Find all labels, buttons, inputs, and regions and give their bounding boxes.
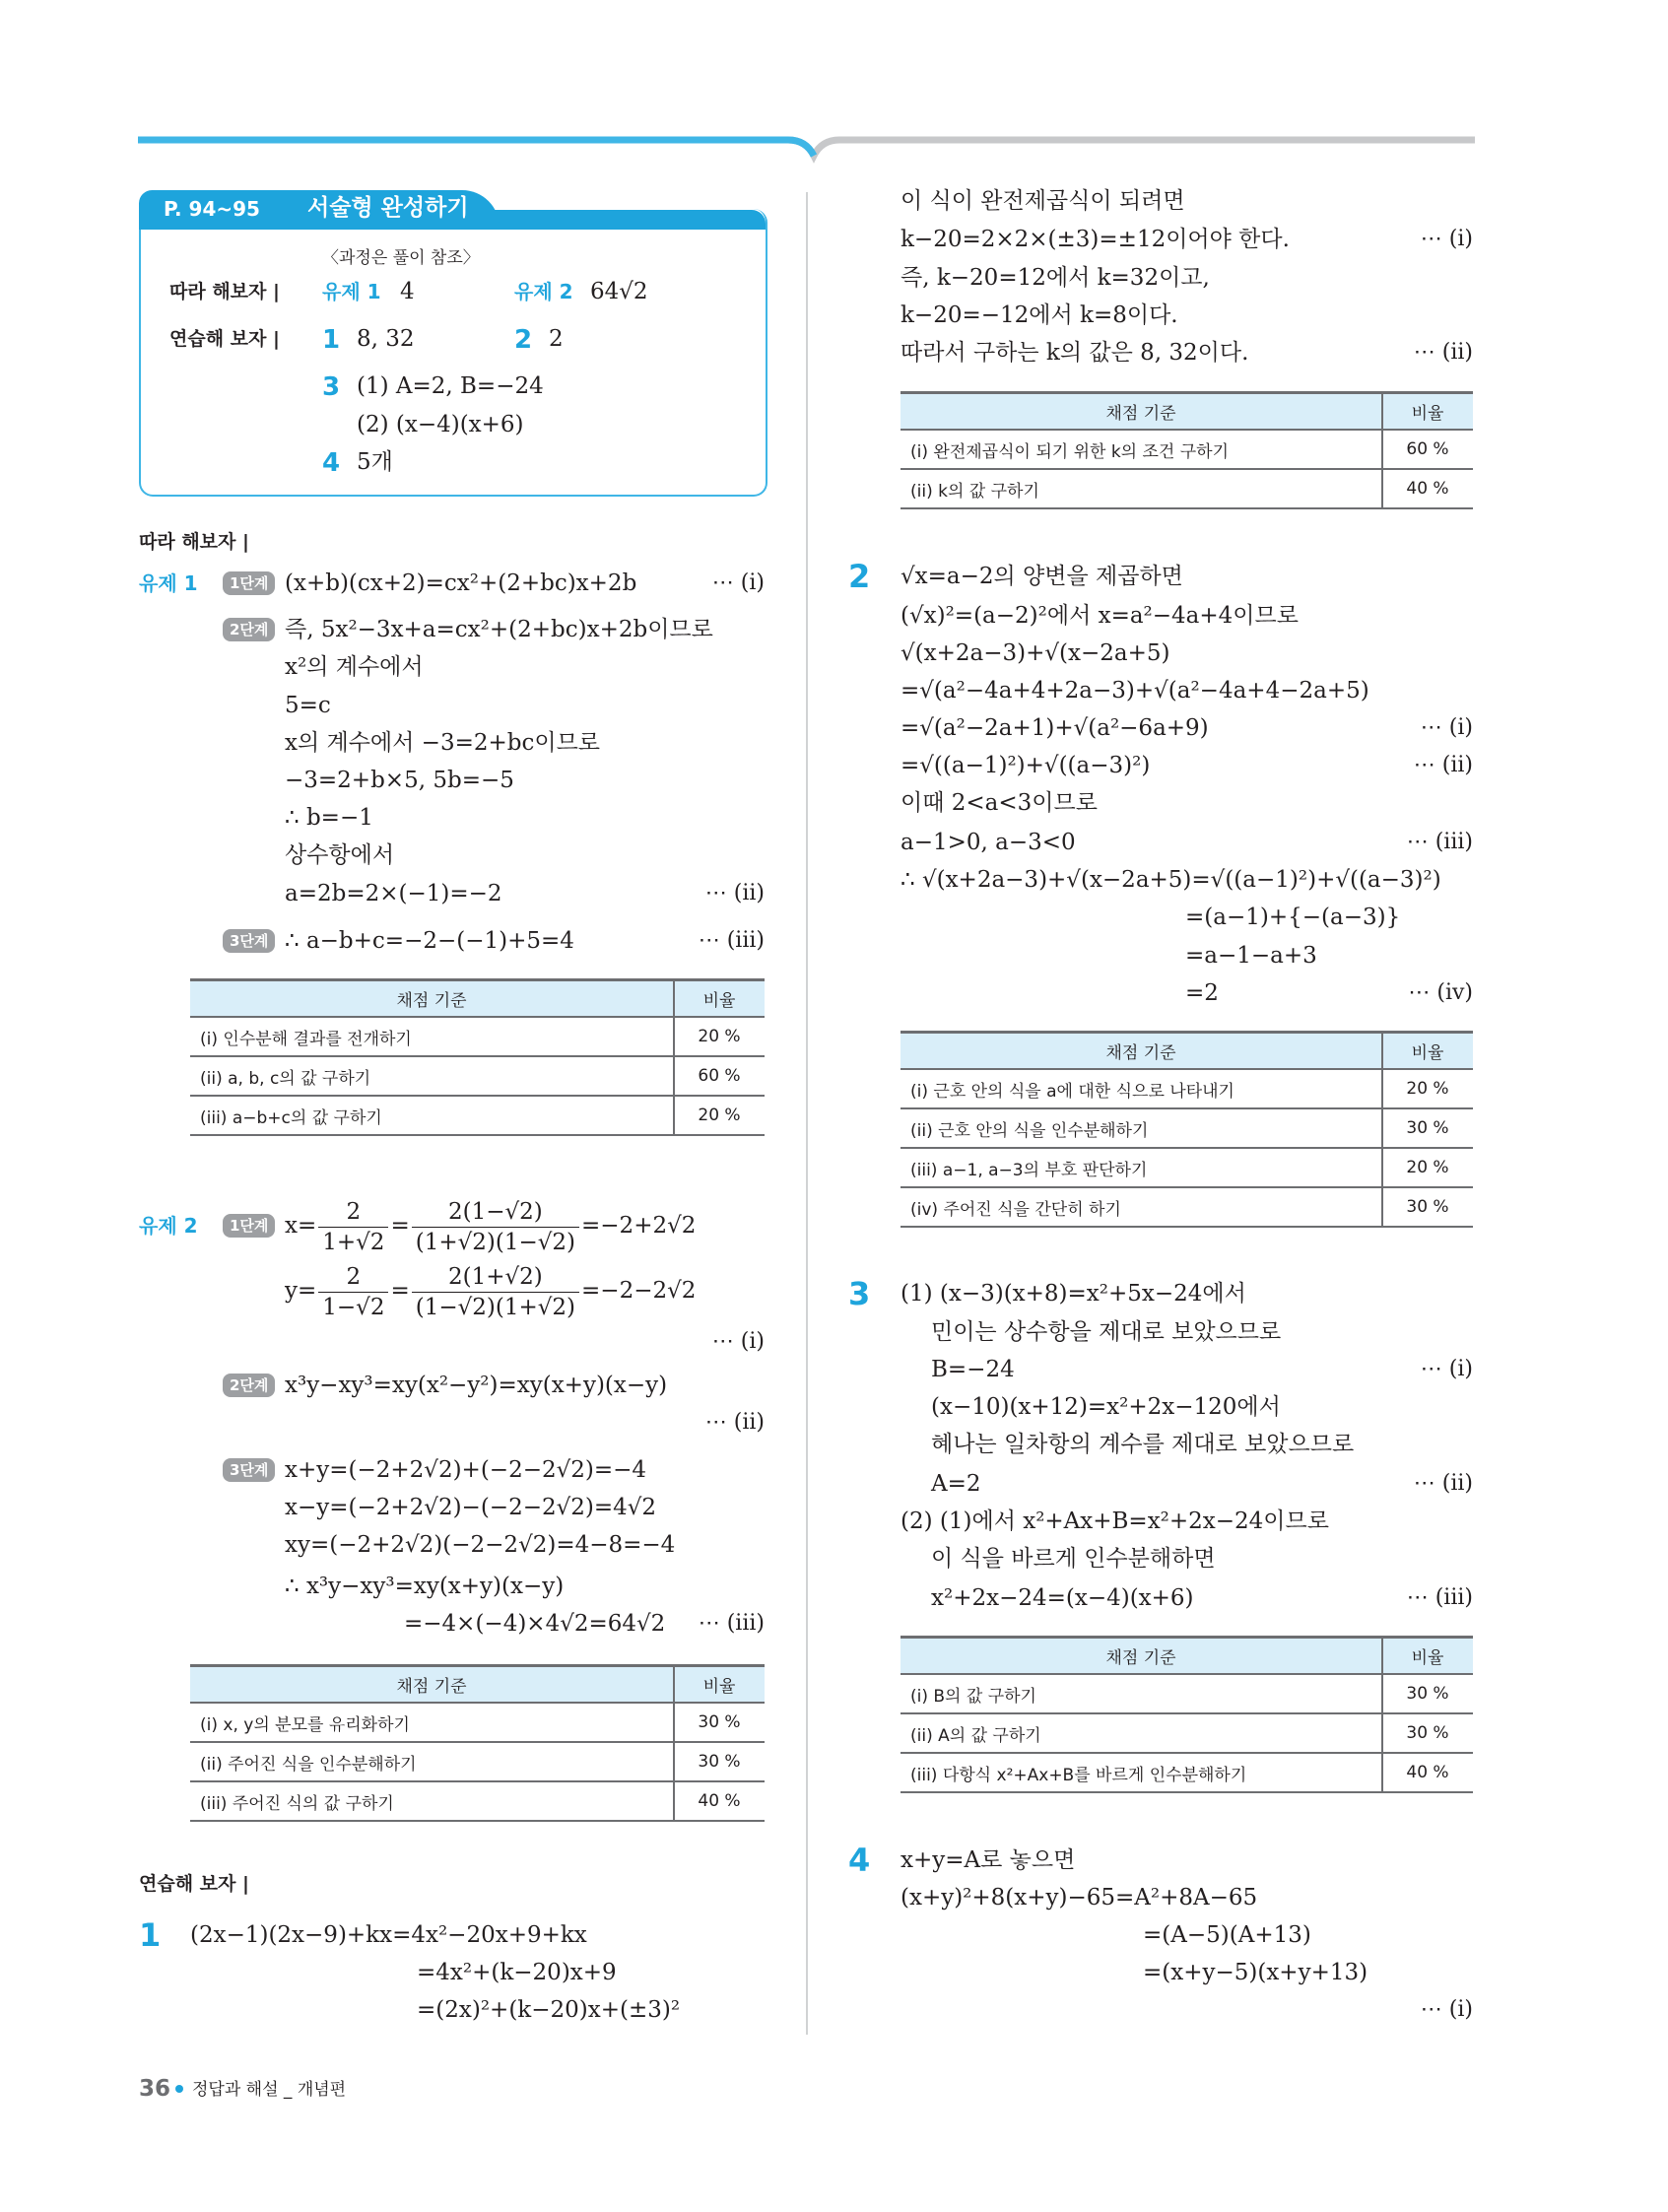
- ratio-cell: 20 %: [1382, 1148, 1473, 1187]
- table-row: [901, 1753, 1473, 1792]
- ex2-line: x³y−xy³=xy(x²−y²)=xy(x+y)(x−y): [285, 1373, 668, 1398]
- table-header-ratio: 비율: [674, 1666, 765, 1704]
- p4-mark: ⋯ (i): [1420, 1997, 1473, 2022]
- criteria-cell: (i) x, y의 분모를 유리화하기: [190, 1703, 674, 1742]
- p2-line: √x=a−2의 양변을 제곱하면: [901, 564, 1183, 589]
- ex1-line: 5=c: [285, 693, 331, 718]
- eq-rhs: =−2+2√2: [581, 1213, 697, 1239]
- ratio-cell: 60 %: [1382, 430, 1473, 469]
- table-row: [901, 1108, 1473, 1148]
- answer-p1-value: 8, 32: [357, 326, 415, 352]
- ex2-step1-badge: 1단계: [223, 1214, 275, 1238]
- answer-p3-number: 3: [322, 372, 341, 402]
- p4-line: (x+y)²+8(x+y)−65=A²+8A−65: [901, 1885, 1258, 1910]
- p1-cont-mark: ⋯ (i): [1420, 227, 1473, 251]
- ratio-cell: 30 %: [1382, 1187, 1473, 1227]
- ex2-line: x−y=(−2+2√2)−(−2−2√2)=4√2: [285, 1495, 657, 1520]
- table-row: [901, 469, 1473, 508]
- answer-ex1-label: 유제 1: [322, 280, 381, 303]
- p2-line: a−1>0, a−3<0: [901, 830, 1076, 855]
- ratio-cell: 20 %: [1382, 1069, 1473, 1108]
- criteria-cell: (ii) a, b, c의 값 구하기: [190, 1056, 674, 1096]
- footer-text: 정답과 해설 _ 개념편: [192, 2080, 347, 2100]
- p3-line: x²+2x−24=(x−4)(x+6): [931, 1585, 1194, 1611]
- denominator: (1−√2)(1+√2): [412, 1292, 579, 1322]
- ex1-line: x의 계수에서 −3=2+bc이므로: [285, 730, 601, 756]
- criteria-cell: (ii) 근호 안의 식을 인수분해하기: [901, 1108, 1382, 1148]
- ex1-line: −3=2+b×5, 5b=−5: [285, 768, 514, 793]
- ex2-y-equation: y= $\frac{2}{1-√2}$ = $\frac{2(1+√2)}{(1-√2)(1+√2)}$ =−2−2√2: [285, 1263, 697, 1320]
- table-row: [901, 1069, 1473, 1108]
- p3-line: (2) (1)에서 x²+Ax+B=x²+2x−24이므로: [901, 1508, 1329, 1534]
- eq-lhs: x=: [285, 1213, 317, 1239]
- ex1-line: x²의 계수에서: [285, 654, 424, 680]
- answer-ex2-label: 유제 2: [514, 280, 573, 303]
- ex1-step2-badge: 2단계: [223, 618, 275, 641]
- criteria-cell: (iii) 주어진 식의 값 구하기: [190, 1781, 674, 1821]
- table-row: [901, 1674, 1473, 1713]
- table-row: [190, 1096, 765, 1135]
- ex1-step3-badge: 3단계: [223, 929, 275, 953]
- p2-line: =2: [1185, 980, 1219, 1006]
- answer-note: 〈과정은 풀이 참조〉: [322, 248, 480, 268]
- p3-mark: ⋯ (iii): [1406, 1585, 1473, 1610]
- table-header-ratio: 비율: [1382, 1033, 1473, 1070]
- table-header-criteria: 채점 기준: [901, 1033, 1382, 1070]
- ex1-line: (x+b)(cx+2)=cx²+(2+bc)x+2b: [285, 570, 637, 596]
- ratio-cell: 60 %: [674, 1056, 765, 1096]
- answer-p2-value: 2: [549, 326, 564, 352]
- ex1-grading-table: [190, 978, 765, 1136]
- follow-heading: 따라 해보자 |: [139, 531, 249, 553]
- ratio-cell: 20 %: [674, 1096, 765, 1135]
- criteria-cell: (ii) k의 값 구하기: [901, 469, 1382, 508]
- criteria-cell: (i) 근호 안의 식을 a에 대한 식으로 나타내기: [901, 1069, 1382, 1108]
- answer-p1-number: 1: [322, 325, 341, 355]
- p1-cont-mark: ⋯ (ii): [1413, 340, 1473, 365]
- criteria-cell: (i) 인수분해 결과를 전개하기: [190, 1017, 674, 1056]
- table-row: [901, 430, 1473, 469]
- fraction: [412, 1262, 579, 1322]
- p2-mark: ⋯ (ii): [1413, 753, 1473, 777]
- p2-mark: ⋯ (i): [1420, 715, 1473, 740]
- p1-cont-line: 이 식이 완전제곱식이 되려면: [901, 188, 1185, 214]
- p3-line: (1) (x−3)(x+8)=x²+5x−24에서: [901, 1281, 1246, 1307]
- p3-line: (x−10)(x+12)=x²+2x−120에서: [931, 1394, 1281, 1420]
- ex2-x-equation: x= $\frac{2}{1+√2}$ = $\frac{2(1-√2)}{(1+√2)(1-√2)}$ =−2+2√2: [285, 1198, 697, 1255]
- p4-line: =(x+y−5)(x+y+13): [1143, 1960, 1368, 1985]
- p3-line: B=−24: [931, 1357, 1015, 1382]
- p2-line: √(x+2a−3)+√(x−2a+5): [901, 640, 1170, 666]
- p4-line: x+y=A로 놓으면: [901, 1847, 1076, 1873]
- ex2-line: xy=(−2+2√2)(−2−2√2)=4−8=−4: [285, 1532, 676, 1558]
- p2-line: 이때 2<a<3이므로: [901, 790, 1098, 816]
- ratio-cell: 30 %: [1382, 1108, 1473, 1148]
- numerator: 2: [346, 1198, 362, 1225]
- numerator: 2: [346, 1263, 362, 1290]
- column-divider: [806, 192, 808, 2035]
- ex2-mark: ⋯ (i): [711, 1329, 765, 1354]
- ratio-cell: 40 %: [674, 1781, 765, 1821]
- p2-mark: ⋯ (iii): [1406, 830, 1473, 854]
- ex1-mark: ⋯ (iii): [698, 928, 765, 953]
- p3-number: 3: [848, 1275, 871, 1312]
- ratio-cell: 30 %: [1382, 1713, 1473, 1753]
- answer-ex2-value: 64√2: [590, 279, 648, 304]
- criteria-cell: (iii) 다항식 x²+Ax+B를 바르게 인수분해하기: [901, 1753, 1382, 1792]
- answer-p3-value-1: (1) A=2, B=−24: [357, 373, 544, 399]
- p1-cont-line: 즉, k−20=12에서 k=32이고,: [901, 265, 1210, 291]
- p1-number: 1: [139, 1916, 162, 1954]
- p1-line: (2x−1)(2x−9)+kx=4x²−20x+9+kx: [190, 1922, 587, 1948]
- ex2-label: 유제 2: [139, 1214, 198, 1238]
- ex1-step1-badge: 1단계: [223, 571, 275, 595]
- page-range: P. 94~95: [164, 197, 260, 221]
- answer-p4-number: 4: [322, 448, 341, 478]
- table-row: [901, 1148, 1473, 1187]
- p1-line: =4x²+(k−20)x+9: [417, 1960, 617, 1985]
- ratio-cell: 40 %: [1382, 469, 1473, 508]
- p2-line: =(a−1)+{−(a−3)}: [1185, 905, 1401, 930]
- p2-mark: ⋯ (iv): [1408, 980, 1473, 1005]
- bullet-dot-icon: [175, 2085, 183, 2093]
- practice-heading: 연습해 보자 |: [139, 1873, 249, 1895]
- top-rule: [0, 128, 1668, 168]
- p3-line: 이 식을 바르게 인수분해하면: [931, 1546, 1216, 1572]
- p3-mark: ⋯ (ii): [1413, 1471, 1473, 1496]
- ratio-cell: 30 %: [1382, 1674, 1473, 1713]
- criteria-cell: (ii) A의 값 구하기: [901, 1713, 1382, 1753]
- criteria-cell: (i) 완전제곱식이 되기 위한 k의 조건 구하기: [901, 430, 1382, 469]
- ex2-grading-table: [190, 1664, 765, 1822]
- p2-grading-table: [901, 1031, 1473, 1228]
- table-header-criteria: 채점 기준: [901, 1638, 1382, 1675]
- p1-cont-line: 따라서 구하는 k의 값은 8, 32이다.: [901, 340, 1249, 366]
- eq-lhs: y=: [285, 1278, 317, 1304]
- p3-line: A=2: [931, 1471, 981, 1497]
- fraction: [412, 1197, 579, 1257]
- numerator: 2(1+√2): [448, 1263, 543, 1290]
- p2-line: =√(a²−4a+4+2a−3)+√(a²−4a+4−2a+5): [901, 678, 1369, 704]
- ex2-step3-badge: 3단계: [223, 1458, 275, 1482]
- table-row: [190, 1703, 765, 1742]
- ratio-cell: 40 %: [1382, 1753, 1473, 1792]
- ex1-mark: ⋯ (ii): [704, 881, 765, 905]
- ex2-line: x+y=(−2+2√2)+(−2−2√2)=−4: [285, 1457, 647, 1483]
- table-header-ratio: 비율: [1382, 1638, 1473, 1675]
- p3-line: 혜나는 일차항의 계수를 제대로 보았으므로: [931, 1432, 1355, 1457]
- p1-cont-line: k−20=−12에서 k=8이다.: [901, 302, 1178, 328]
- p4-line: =(A−5)(A+13): [1143, 1922, 1311, 1948]
- answer-p2-number: 2: [514, 325, 533, 355]
- table-header-criteria: 채점 기준: [190, 1666, 674, 1704]
- ex2-line: =−4×(−4)×4√2=64√2: [404, 1611, 666, 1637]
- table-header-ratio: 비율: [1382, 393, 1473, 431]
- ratio-cell: 30 %: [674, 1742, 765, 1781]
- ex2-line: ∴ x³y−xy³=xy(x+y)(x−y): [285, 1574, 565, 1599]
- table-row: [901, 1713, 1473, 1753]
- criteria-cell: (iii) a−b+c의 값 구하기: [190, 1096, 674, 1135]
- numerator: 2(1−√2): [447, 1198, 543, 1225]
- p2-line: (√x)²=(a−2)²에서 x=a²−4a+4이므로: [901, 603, 1299, 629]
- answer-p4-value: 5개: [357, 449, 393, 475]
- ex2-mark: ⋯ (ii): [704, 1410, 765, 1435]
- p2-line: ∴ √(x+2a−3)+√(x−2a+5)=√((a−1)²)+√((a−3)²): [901, 867, 1441, 893]
- table-header-ratio: 비율: [674, 980, 765, 1018]
- table-row: [190, 1781, 765, 1821]
- p1-cont-line: k−20=2×2×(±3)=±12이어야 한다.: [901, 227, 1290, 252]
- ex2-mark: ⋯ (iii): [698, 1611, 765, 1636]
- p2-line: =a−1−a+3: [1185, 943, 1317, 969]
- ex1-line: a=2b=2×(−1)=−2: [285, 881, 502, 906]
- fraction: [318, 1197, 388, 1257]
- ratio-cell: 20 %: [674, 1017, 765, 1056]
- answer-ex1-value: 4: [400, 279, 415, 304]
- ratio-cell: 30 %: [674, 1703, 765, 1742]
- criteria-cell: (i) B의 값 구하기: [901, 1674, 1382, 1713]
- p2-line: =√(a²−2a+1)+√(a²−6a+9): [901, 715, 1209, 741]
- ex1-line: ∴ a−b+c=−2−(−1)+5=4: [285, 928, 574, 954]
- criteria-cell: (iii) a−1, a−3의 부호 판단하기: [901, 1148, 1382, 1187]
- table-row: [190, 1742, 765, 1781]
- p2-line: =√((a−1)²)+√((a−3)²): [901, 753, 1151, 778]
- answer-practice-label: 연습해 보자 |: [169, 328, 280, 350]
- table-row: [901, 1187, 1473, 1227]
- section-title: 서술형 완성하기: [307, 195, 469, 221]
- eq-rhs: =−2−2√2: [581, 1278, 697, 1304]
- denominator: 1−√2: [318, 1292, 388, 1322]
- ex1-line: 즉, 5x²−3x+a=cx²+(2+bc)x+2b이므로: [285, 617, 713, 642]
- table-header-criteria: 채점 기준: [901, 393, 1382, 431]
- ex1-mark: ⋯ (i): [711, 570, 765, 595]
- p1-line: =(2x)²+(k−20)x+(±3)²: [417, 1997, 681, 2023]
- p3-grading-table: [901, 1636, 1473, 1793]
- answer-p3-value-2: (2) (x−4)(x+6): [357, 412, 524, 437]
- criteria-cell: (iv) 주어진 식을 간단히 하기: [901, 1187, 1382, 1227]
- p3-line: 민이는 상수항을 제대로 보았으므로: [931, 1319, 1282, 1345]
- ex2-step2-badge: 2단계: [223, 1374, 275, 1397]
- table-row: [190, 1017, 765, 1056]
- table-row: [190, 1056, 765, 1096]
- fraction: [318, 1262, 388, 1322]
- p4-number: 4: [848, 1842, 871, 1879]
- page-number: 36: [139, 2076, 171, 2102]
- table-header-criteria: 채점 기준: [190, 980, 674, 1018]
- criteria-cell: (ii) 주어진 식을 인수분해하기: [190, 1742, 674, 1781]
- ex1-line: 상수항에서: [285, 842, 395, 868]
- answer-follow-label: 따라 해보자 |: [169, 281, 280, 302]
- p1-grading-table: [901, 391, 1473, 509]
- ex1-line: ∴ b=−1: [285, 805, 373, 831]
- ex1-label: 유제 1: [139, 571, 198, 595]
- denominator: 1+√2: [318, 1227, 388, 1257]
- p2-number: 2: [848, 558, 871, 595]
- denominator: (1+√2)(1−√2): [412, 1227, 579, 1257]
- p3-mark: ⋯ (i): [1420, 1357, 1473, 1381]
